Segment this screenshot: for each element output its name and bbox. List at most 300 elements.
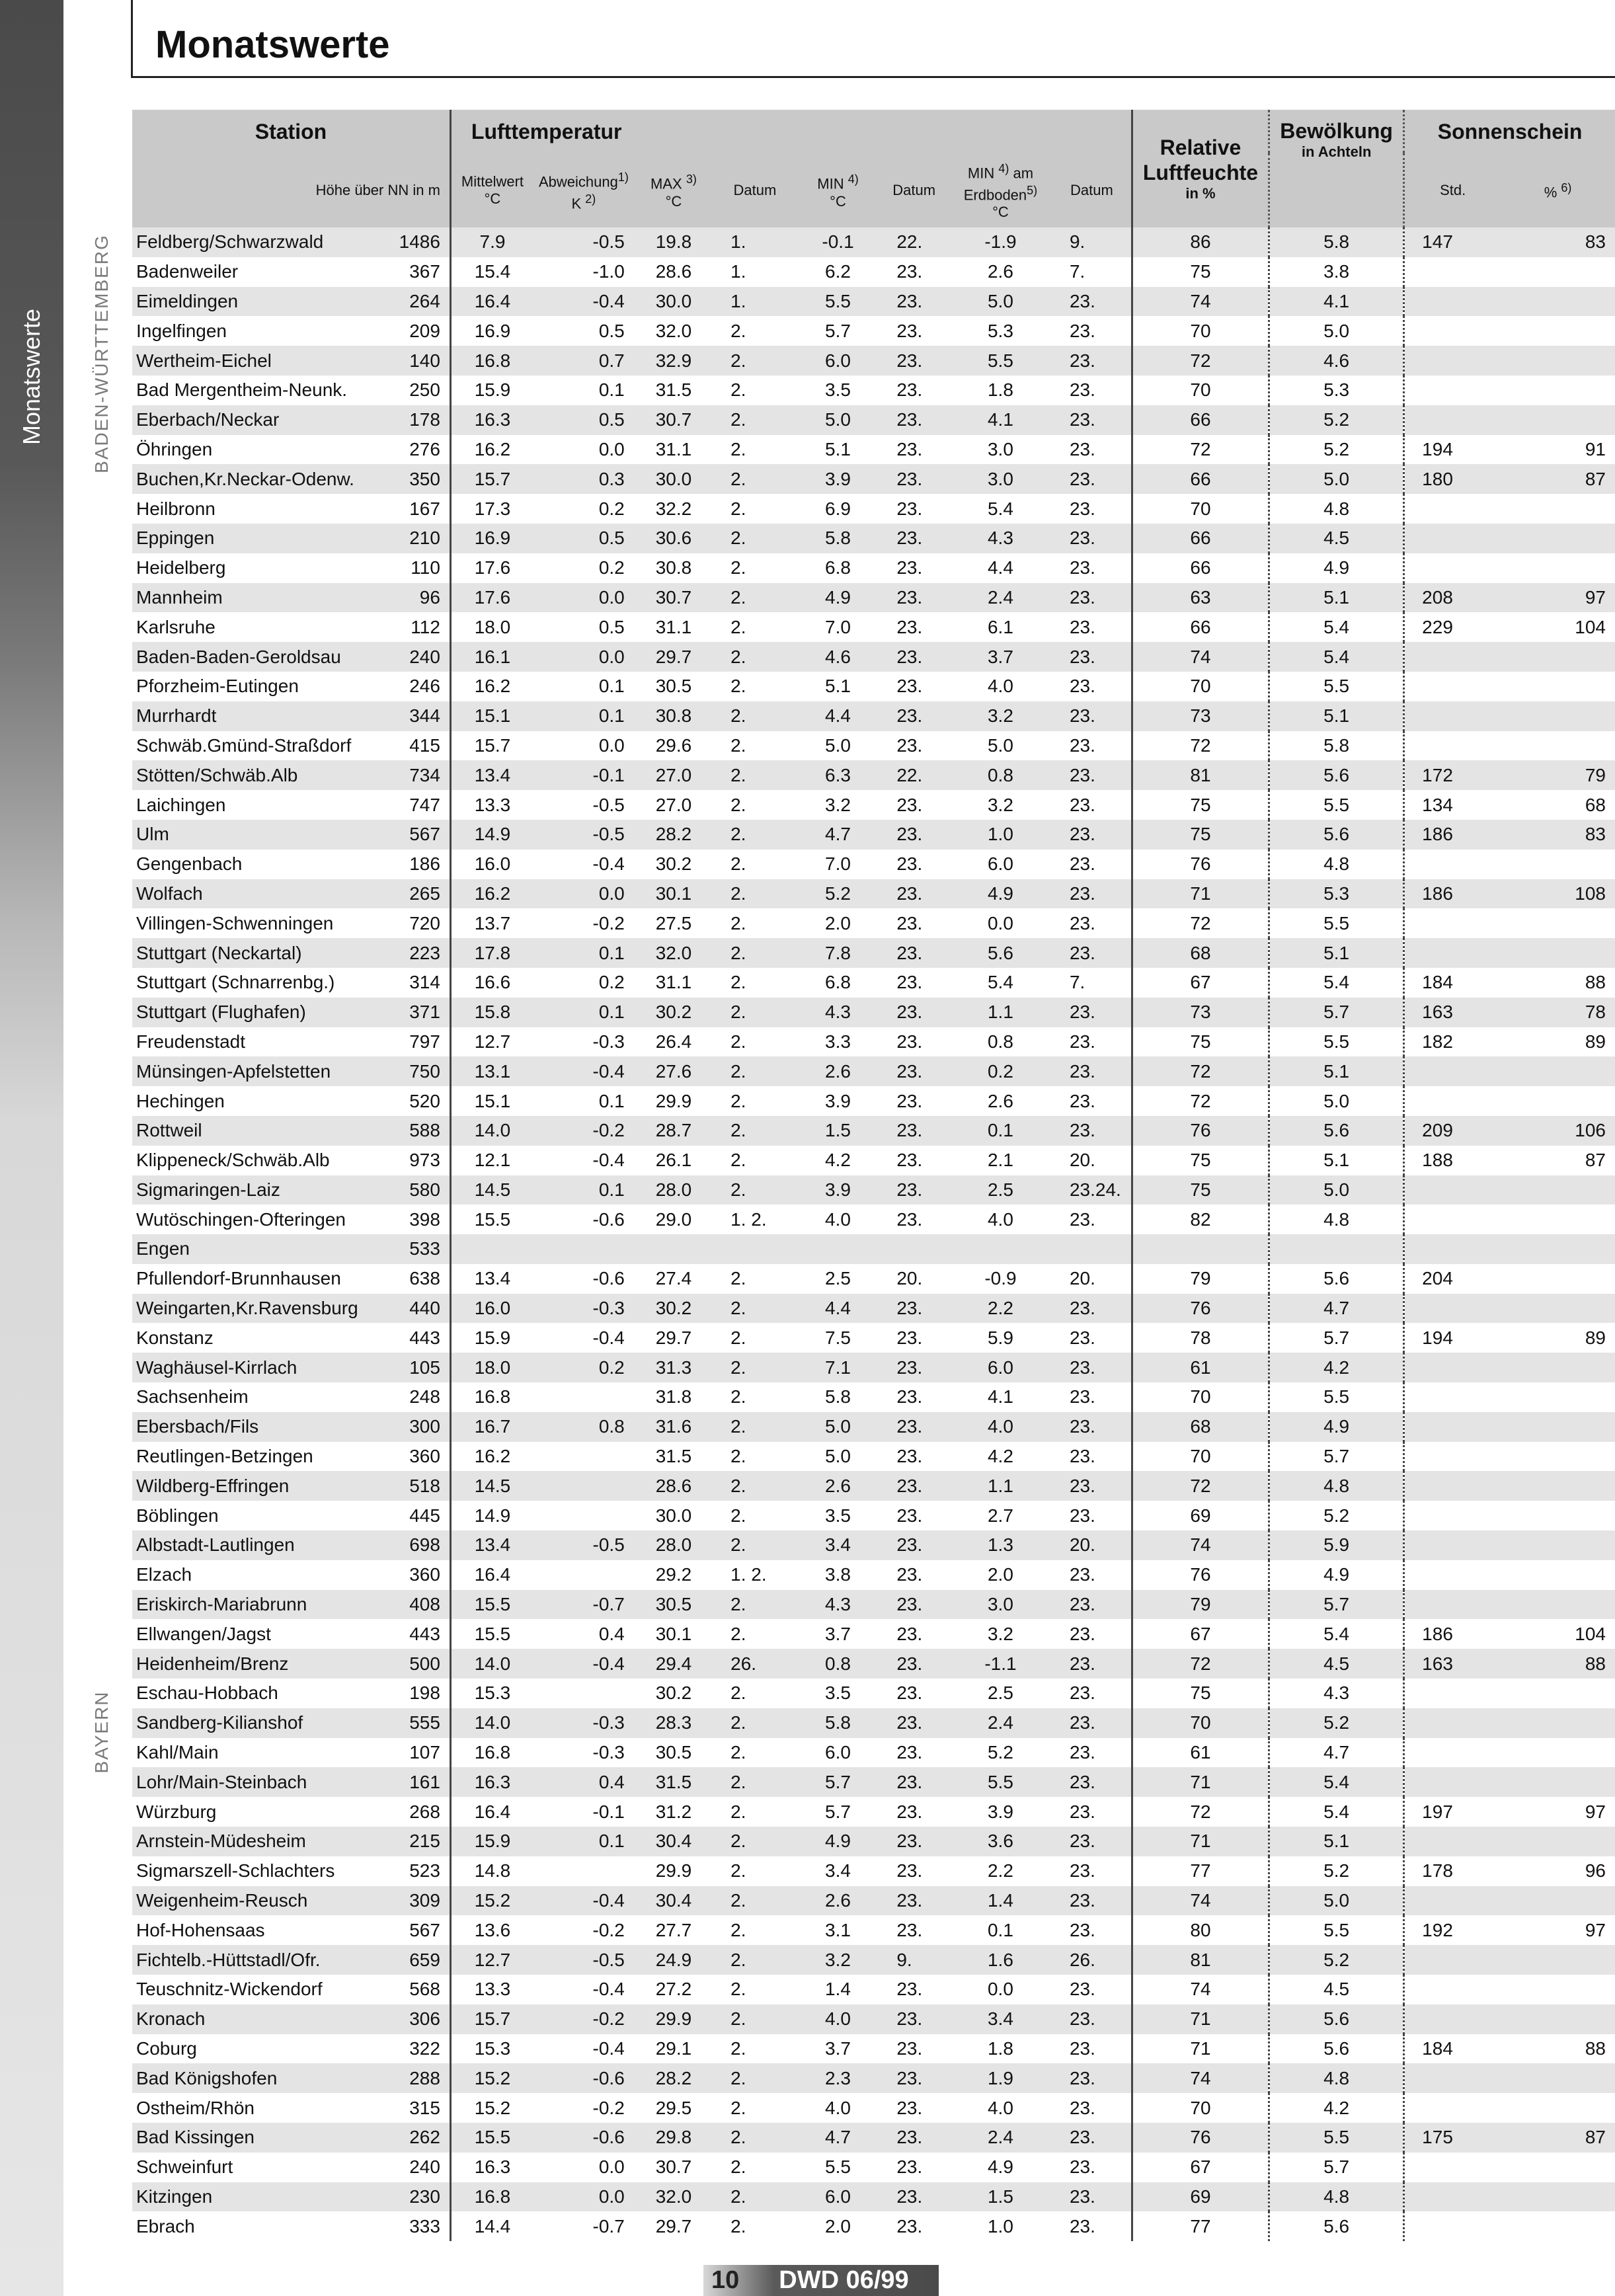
cell-sonnenschein-std: 163 — [1404, 998, 1501, 1027]
table-row — [132, 1323, 1615, 1353]
cell-station-name: Ebersbach/Fils — [132, 1412, 395, 1442]
cell-rel-feuchte: 77 — [1132, 1856, 1269, 1886]
cell-hoehe: 96 — [395, 583, 451, 613]
cell-mittelwert: 14.9 — [450, 820, 533, 850]
cell-station-name: Sachsenheim — [132, 1382, 395, 1412]
cell-min-erdboden: 4.0 — [949, 1412, 1052, 1442]
cell-hoehe: 445 — [395, 1501, 451, 1530]
cell-station-name: Arnstein-Müdesheim — [132, 1827, 395, 1856]
cell-min: 2.6 — [797, 1471, 880, 1501]
cell-bewoelkung: 5.5 — [1269, 1027, 1404, 1057]
cell-datum-erdboden: 23. — [1052, 2004, 1132, 2034]
cell-max: 30.0 — [634, 464, 713, 494]
cell-datum-min: 23. — [879, 1116, 949, 1146]
cell-abweichung: 0.4 — [533, 1767, 634, 1797]
cell-mittelwert: 12.1 — [450, 1146, 533, 1175]
cell-datum-max: 2. — [713, 1619, 797, 1649]
cell-datum-max: 2. — [713, 850, 797, 879]
cell-sonnenschein-std: 172 — [1404, 760, 1501, 790]
cell-min: 7.5 — [797, 1323, 880, 1353]
cell-rel-feuchte: 70 — [1132, 2093, 1269, 2123]
cell-datum-erdboden: 26. — [1052, 1945, 1132, 1975]
cell-max: 27.0 — [634, 760, 713, 790]
cell-station-name: Eppingen — [132, 524, 395, 553]
table-row — [132, 1649, 1615, 1679]
cell-datum-erdboden: 23. — [1052, 376, 1132, 405]
cell-max: 29.5 — [634, 2093, 713, 2123]
cell-abweichung: 0.3 — [533, 464, 634, 494]
cell-datum-min: 22. — [879, 760, 949, 790]
cell-rel-feuchte: 66 — [1132, 464, 1269, 494]
cell-min-erdboden: 3.6 — [949, 1827, 1052, 1856]
table-row — [132, 1856, 1615, 1886]
cell-hoehe: 443 — [395, 1323, 451, 1353]
cell-min-erdboden: 3.2 — [949, 701, 1052, 731]
cell-min-erdboden: 5.4 — [949, 494, 1052, 524]
cell-rel-feuchte: 70 — [1132, 316, 1269, 346]
cell-abweichung: -0.4 — [533, 1975, 634, 2004]
cell-station-name: Ingelfingen — [132, 316, 395, 346]
cell-sonnenschein-std — [1404, 1294, 1501, 1324]
cell-bewoelkung: 4.8 — [1269, 2063, 1404, 2093]
cell-datum-min: 23. — [879, 731, 949, 761]
cell-min: 7.1 — [797, 1353, 880, 1382]
cell-mittelwert: 13.4 — [450, 1530, 533, 1560]
cell-datum-erdboden: 23. — [1052, 2182, 1132, 2212]
cell-datum-max: 2. — [713, 1708, 797, 1738]
cell-bewoelkung: 5.8 — [1269, 731, 1404, 761]
cell-min: 4.4 — [797, 701, 880, 731]
cell-datum-min: 23. — [879, 998, 949, 1027]
cell-sonnenschein-prozent: 79 — [1501, 760, 1615, 790]
cell-bewoelkung: 5.0 — [1269, 464, 1404, 494]
cell-mittelwert: 16.9 — [450, 316, 533, 346]
table-row — [132, 2123, 1615, 2153]
cell-abweichung: 0.5 — [533, 524, 634, 553]
cell-station-name: Wertheim-Eichel — [132, 346, 395, 376]
cell-hoehe: 797 — [395, 1027, 451, 1057]
cell-max: 29.7 — [634, 2211, 713, 2241]
cell-min-erdboden: 1.1 — [949, 1471, 1052, 1501]
cell-rel-feuchte: 81 — [1132, 760, 1269, 790]
monthly-values-table — [132, 110, 1615, 2241]
cell-max: 32.0 — [634, 2182, 713, 2212]
cell-bewoelkung: 4.8 — [1269, 850, 1404, 879]
cell-max: 30.0 — [634, 1501, 713, 1530]
cell-hoehe: 533 — [395, 1234, 451, 1264]
cell-sonnenschein-prozent: 89 — [1501, 1323, 1615, 1353]
cell-hoehe: 140 — [395, 346, 451, 376]
cell-mittelwert: 7.9 — [450, 227, 533, 257]
cell-hoehe: 500 — [395, 1649, 451, 1679]
cell-sonnenschein-std — [1404, 2211, 1501, 2241]
table-row — [132, 2004, 1615, 2034]
cell-datum-min: 23. — [879, 850, 949, 879]
cell-rel-feuchte: 66 — [1132, 612, 1269, 642]
cell-abweichung: -0.2 — [533, 1116, 634, 1146]
cell-abweichung: 0.2 — [533, 968, 634, 998]
cell-datum-erdboden: 23. — [1052, 998, 1132, 1027]
cell-rel-feuchte: 74 — [1132, 287, 1269, 317]
cell-min-erdboden: 5.6 — [949, 938, 1052, 968]
cell-station-name: Ebrach — [132, 2211, 395, 2241]
cell-rel-feuchte: 82 — [1132, 1205, 1269, 1234]
cell-hoehe: 107 — [395, 1738, 451, 1768]
cell-min-erdboden: 2.5 — [949, 1175, 1052, 1205]
cell-sonnenschein-std — [1404, 1205, 1501, 1234]
cell-sonnenschein-prozent — [1501, 731, 1615, 761]
cell-sonnenschein-prozent — [1501, 1530, 1615, 1560]
cell-datum-max: 2. — [713, 2123, 797, 2153]
cell-station-name: Schwäb.Gmünd-Straßdorf — [132, 731, 395, 761]
cell-datum-min: 23. — [879, 2153, 949, 2182]
cell-sonnenschein-std — [1404, 642, 1501, 672]
cell-mittelwert: 16.4 — [450, 1560, 533, 1590]
cell-sonnenschein-std — [1404, 938, 1501, 968]
cell-min: 6.9 — [797, 494, 880, 524]
cell-bewoelkung: 5.4 — [1269, 968, 1404, 998]
cell-datum-min: 23. — [879, 612, 949, 642]
table-row — [132, 1175, 1615, 1205]
cell-rel-feuchte: 75 — [1132, 1175, 1269, 1205]
cell-datum-min: 23. — [879, 1323, 949, 1353]
cell-hoehe: 276 — [395, 435, 451, 465]
header-bewoelkung: Bewölkung in Achteln — [1269, 110, 1404, 227]
cell-bewoelkung: 4.6 — [1269, 346, 1404, 376]
table-row — [132, 376, 1615, 405]
cell-hoehe: 264 — [395, 287, 451, 317]
cell-datum-erdboden: 23. — [1052, 612, 1132, 642]
cell-abweichung: -0.4 — [533, 1323, 634, 1353]
cell-min: 4.0 — [797, 2093, 880, 2123]
cell-hoehe: 198 — [395, 1679, 451, 1708]
cell-station-name: Heidelberg — [132, 553, 395, 583]
cell-datum-min: 23. — [879, 1738, 949, 1768]
cell-min-erdboden: 5.2 — [949, 1738, 1052, 1768]
cell-max: 29.1 — [634, 2034, 713, 2064]
cell-max: 32.9 — [634, 346, 713, 376]
cell-bewoelkung: 5.5 — [1269, 1915, 1404, 1945]
cell-sonnenschein-std: 178 — [1404, 1856, 1501, 1886]
cell-datum-min: 23. — [879, 1590, 949, 1620]
table-row — [132, 968, 1615, 998]
cell-hoehe: 518 — [395, 1471, 451, 1501]
cell-datum-min: 23. — [879, 701, 949, 731]
cell-min: 3.7 — [797, 2034, 880, 2064]
cell-sonnenschein-std — [1404, 1590, 1501, 1620]
cell-bewoelkung: 5.1 — [1269, 1146, 1404, 1175]
cell-station-name: Wolfach — [132, 879, 395, 909]
cell-sonnenschein-prozent — [1501, 316, 1615, 346]
cell-mittelwert: 14.4 — [450, 2211, 533, 2241]
cell-rel-feuchte: 68 — [1132, 1412, 1269, 1442]
table-row — [132, 524, 1615, 553]
cell-hoehe: 223 — [395, 938, 451, 968]
table-row — [132, 1945, 1615, 1975]
cell-min: 4.0 — [797, 1205, 880, 1234]
cell-sonnenschein-prozent: 97 — [1501, 1797, 1615, 1827]
cell-min: 5.0 — [797, 1442, 880, 1472]
cell-datum-min: 20. — [879, 1264, 949, 1294]
cell-rel-feuchte: 61 — [1132, 1738, 1269, 1768]
cell-sonnenschein-prozent — [1501, 1708, 1615, 1738]
cell-rel-feuchte: 72 — [1132, 1797, 1269, 1827]
cell-abweichung: -0.5 — [533, 1530, 634, 1560]
cell-min: 6.8 — [797, 968, 880, 998]
table-row — [132, 1116, 1615, 1146]
cell-rel-feuchte: 67 — [1132, 1619, 1269, 1649]
cell-datum-erdboden: 23. — [1052, 1590, 1132, 1620]
cell-datum-min: 23. — [879, 908, 949, 938]
cell-min-erdboden: 3.4 — [949, 2004, 1052, 2034]
cell-abweichung: -0.3 — [533, 1294, 634, 1324]
cell-datum-erdboden: 23. — [1052, 1649, 1132, 1679]
cell-datum-erdboden: 23. — [1052, 1116, 1132, 1146]
cell-rel-feuchte: 70 — [1132, 1708, 1269, 1738]
cell-min: 5.0 — [797, 731, 880, 761]
cell-sonnenschein-std — [1404, 1382, 1501, 1412]
cell-sonnenschein-prozent — [1501, 287, 1615, 317]
cell-min: 3.2 — [797, 1945, 880, 1975]
cell-hoehe: 360 — [395, 1442, 451, 1472]
cell-sonnenschein-prozent: 87 — [1501, 1146, 1615, 1175]
cell-bewoelkung: 5.7 — [1269, 998, 1404, 1027]
cell-abweichung: 0.0 — [533, 642, 634, 672]
cell-max: 28.6 — [634, 1471, 713, 1501]
cell-mittelwert: 16.4 — [450, 1797, 533, 1827]
cell-hoehe: 408 — [395, 1590, 451, 1620]
cell-max: 29.8 — [634, 2123, 713, 2153]
header-datum-erdboden: Datum — [1052, 153, 1132, 227]
cell-bewoelkung: 5.0 — [1269, 1175, 1404, 1205]
table-row — [132, 1708, 1615, 1738]
cell-abweichung: -0.3 — [533, 1027, 634, 1057]
cell-min: 5.2 — [797, 879, 880, 909]
cell-abweichung: 0.5 — [533, 612, 634, 642]
cell-station-name: Bad Königshofen — [132, 2063, 395, 2093]
cell-datum-min: 23. — [879, 968, 949, 998]
cell-datum-erdboden: 23. — [1052, 2093, 1132, 2123]
cell-bewoelkung: 5.0 — [1269, 1886, 1404, 1916]
cell-max: 31.6 — [634, 1412, 713, 1442]
cell-bewoelkung: 4.8 — [1269, 2182, 1404, 2212]
cell-max: 27.5 — [634, 908, 713, 938]
cell-bewoelkung: 5.6 — [1269, 1264, 1404, 1294]
cell-mittelwert: 15.2 — [450, 2093, 533, 2123]
cell-datum-max: 2. — [713, 2034, 797, 2064]
cell-min-erdboden: 4.1 — [949, 1382, 1052, 1412]
cell-sonnenschein-std — [1404, 494, 1501, 524]
cell-bewoelkung: 5.3 — [1269, 879, 1404, 909]
cell-mittelwert: 15.2 — [450, 2063, 533, 2093]
cell-station-name: Sandberg-Kilianshof — [132, 1708, 395, 1738]
cell-datum-max: 2. — [713, 760, 797, 790]
cell-rel-feuchte: 72 — [1132, 731, 1269, 761]
cell-hoehe: 110 — [395, 553, 451, 583]
cell-max: 29.2 — [634, 1560, 713, 1590]
cell-bewoelkung: 5.4 — [1269, 1797, 1404, 1827]
cell-datum-max: 2. — [713, 701, 797, 731]
cell-datum-max: 2. — [713, 464, 797, 494]
cell-rel-feuchte: 74 — [1132, 1530, 1269, 1560]
cell-min-erdboden: 3.7 — [949, 642, 1052, 672]
cell-hoehe: 265 — [395, 879, 451, 909]
cell-station-name: Sigmarszell-Schlachters — [132, 1856, 395, 1886]
cell-bewoelkung: 5.9 — [1269, 1530, 1404, 1560]
cell-max: 29.9 — [634, 1086, 713, 1116]
table-row — [132, 435, 1615, 465]
cell-mittelwert: 15.9 — [450, 1323, 533, 1353]
cell-station-name: Ulm — [132, 820, 395, 850]
cell-datum-max: 2. — [713, 1975, 797, 2004]
cell-abweichung: 0.1 — [533, 376, 634, 405]
cell-datum-max: 2. — [713, 1027, 797, 1057]
cell-station-name: Hechingen — [132, 1086, 395, 1116]
cell-min-erdboden: 6.0 — [949, 850, 1052, 879]
cell-min: 7.0 — [797, 850, 880, 879]
cell-datum-min: 23. — [879, 1708, 949, 1738]
cell-datum-erdboden: 23. — [1052, 583, 1132, 613]
cell-mittelwert: 13.3 — [450, 1975, 533, 2004]
cell-datum-min: 23. — [879, 494, 949, 524]
cell-abweichung: -0.5 — [533, 1945, 634, 1975]
table-row — [132, 2034, 1615, 2064]
cell-min-erdboden: 4.3 — [949, 524, 1052, 553]
table-row — [132, 1442, 1615, 1472]
cell-datum-min: 23. — [879, 1056, 949, 1086]
cell-sonnenschein-std: 184 — [1404, 968, 1501, 998]
cell-mittelwert: 15.7 — [450, 2004, 533, 2034]
cell-mittelwert: 16.7 — [450, 1412, 533, 1442]
cell-min-erdboden: 3.2 — [949, 1619, 1052, 1649]
cell-max: 28.0 — [634, 1175, 713, 1205]
cell-datum-max: 2. — [713, 2153, 797, 2182]
cell-station-name: Hof-Hohensaas — [132, 1915, 395, 1945]
cell-datum-max: 2. — [713, 1501, 797, 1530]
cell-hoehe: 720 — [395, 908, 451, 938]
cell-station-name: Baden-Baden-Geroldsau — [132, 642, 395, 672]
table-row — [132, 405, 1615, 435]
cell-datum-min: 23. — [879, 405, 949, 435]
cell-datum-min: 23. — [879, 2093, 949, 2123]
cell-rel-feuchte: 67 — [1132, 2153, 1269, 2182]
cell-mittelwert: 16.2 — [450, 672, 533, 701]
cell-min-erdboden: 0.0 — [949, 908, 1052, 938]
cell-bewoelkung: 5.1 — [1269, 1827, 1404, 1856]
cell-datum-max: 2. — [713, 1086, 797, 1116]
cell-min: 4.4 — [797, 1294, 880, 1324]
header-sonnenschein: Sonnenschein — [1404, 110, 1615, 153]
cell-datum-max: 1. — [713, 257, 797, 287]
cell-abweichung: -0.4 — [533, 287, 634, 317]
cell-sonnenschein-std: 184 — [1404, 2034, 1501, 2064]
cell-min-erdboden: 4.0 — [949, 672, 1052, 701]
cell-sonnenschein-prozent — [1501, 701, 1615, 731]
cell-station-name: Karlsruhe — [132, 612, 395, 642]
cell-max: 29.9 — [634, 2004, 713, 2034]
cell-max: 31.5 — [634, 1767, 713, 1797]
cell-sonnenschein-prozent — [1501, 672, 1615, 701]
cell-sonnenschein-std — [1404, 672, 1501, 701]
cell-min: -0.1 — [797, 227, 880, 257]
cell-hoehe: 415 — [395, 731, 451, 761]
cell-rel-feuchte: 81 — [1132, 1945, 1269, 1975]
table-row — [132, 908, 1615, 938]
cell-max: 31.1 — [634, 435, 713, 465]
cell-max: 29.7 — [634, 642, 713, 672]
cell-sonnenschein-prozent — [1501, 1382, 1615, 1412]
cell-min: 3.3 — [797, 1027, 880, 1057]
cell-datum-max: 1. 2. — [713, 1560, 797, 1590]
cell-max: 26.1 — [634, 1146, 713, 1175]
cell-station-name: Albstadt-Lautlingen — [132, 1530, 395, 1560]
cell-max: 30.7 — [634, 2153, 713, 2182]
cell-hoehe: 567 — [395, 1915, 451, 1945]
cell-min: 7.0 — [797, 612, 880, 642]
cell-bewoelkung — [1269, 1234, 1404, 1264]
page-number: 10 — [711, 2266, 740, 2294]
cell-bewoelkung: 5.5 — [1269, 672, 1404, 701]
cell-abweichung — [533, 1442, 634, 1472]
cell-hoehe: 246 — [395, 672, 451, 701]
cell-max: 27.2 — [634, 1975, 713, 2004]
cell-max: 30.0 — [634, 287, 713, 317]
cell-datum-min: 23. — [879, 1975, 949, 2004]
cell-datum-min: 23. — [879, 1442, 949, 1472]
cell-datum-max: 2. — [713, 820, 797, 850]
cell-datum-erdboden: 23. — [1052, 1797, 1132, 1827]
cell-rel-feuchte: 70 — [1132, 376, 1269, 405]
cell-abweichung: 0.7 — [533, 346, 634, 376]
cell-mittelwert: 15.3 — [450, 1679, 533, 1708]
cell-abweichung: 0.0 — [533, 2153, 634, 2182]
cell-max: 30.7 — [634, 405, 713, 435]
region-label-baden-wuerttemberg: BADEN-WÜRTTEMBERG — [91, 234, 112, 473]
cell-datum-max: 2. — [713, 879, 797, 909]
cell-station-name: Sigmaringen-Laiz — [132, 1175, 395, 1205]
cell-sonnenschein-prozent: 87 — [1501, 2123, 1615, 2153]
cell-datum-erdboden: 23. — [1052, 1294, 1132, 1324]
cell-max: 29.7 — [634, 1323, 713, 1353]
cell-sonnenschein-std — [1404, 2153, 1501, 2182]
cell-min-erdboden: 3.9 — [949, 1797, 1052, 1827]
cell-station-name: Heilbronn — [132, 494, 395, 524]
cell-min: 4.0 — [797, 2004, 880, 2034]
cell-station-name: Heidenheim/Brenz — [132, 1649, 395, 1679]
cell-min-erdboden: 0.1 — [949, 1116, 1052, 1146]
table-row — [132, 1619, 1615, 1649]
cell-sonnenschein-std — [1404, 1501, 1501, 1530]
cell-station-name: Konstanz — [132, 1323, 395, 1353]
cell-rel-feuchte: 67 — [1132, 968, 1269, 998]
cell-min-erdboden: 2.6 — [949, 1086, 1052, 1116]
cell-datum-min: 23. — [879, 820, 949, 850]
cell-rel-feuchte: 72 — [1132, 1649, 1269, 1679]
cell-sonnenschein-prozent — [1501, 1294, 1615, 1324]
cell-datum-min: 23. — [879, 2063, 949, 2093]
cell-datum-min: 23. — [879, 1827, 949, 1856]
cell-min-erdboden: 1.8 — [949, 376, 1052, 405]
cell-rel-feuchte: 71 — [1132, 2004, 1269, 2034]
cell-min-erdboden: 5.4 — [949, 968, 1052, 998]
cell-abweichung: -0.6 — [533, 2063, 634, 2093]
cell-hoehe: 580 — [395, 1175, 451, 1205]
cell-mittelwert: 17.8 — [450, 938, 533, 968]
cell-sonnenschein-prozent — [1501, 257, 1615, 287]
table-row — [132, 1501, 1615, 1530]
cell-sonnenschein-std — [1404, 287, 1501, 317]
cell-sonnenschein-prozent — [1501, 1264, 1615, 1294]
